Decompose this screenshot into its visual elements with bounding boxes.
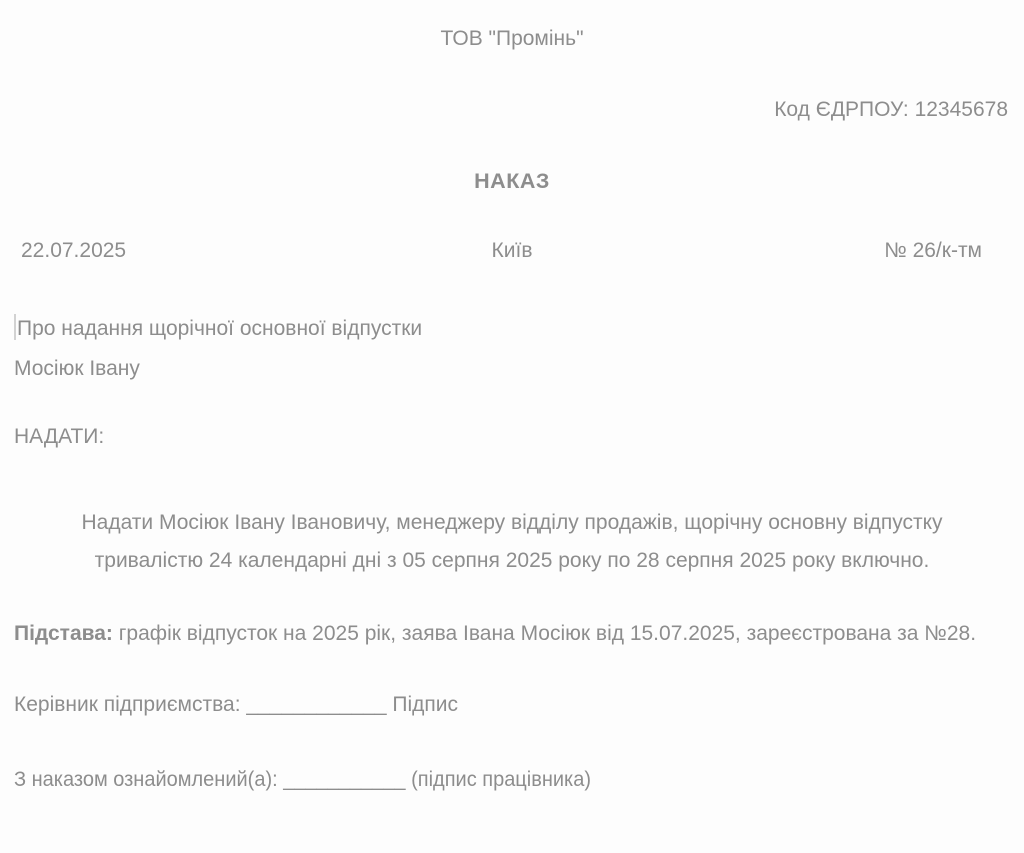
acknowledgment-line xyxy=(14,764,940,794)
edrpou-code: Код ЄДРПОУ: 12345678 xyxy=(774,98,1008,121)
text-cursor xyxy=(14,314,16,340)
subject-line-1-text: Про надання щорічної основної відпустки xyxy=(17,317,423,340)
company-name: ТОВ "Промінь" xyxy=(440,27,584,50)
basis-label: Підстава: xyxy=(14,622,113,645)
signature-blank: ____________ xyxy=(246,693,387,716)
signature-line xyxy=(14,690,1010,720)
subject-line-1 xyxy=(14,309,1010,349)
acknowledgment-suffix: (підпис працівника) xyxy=(405,767,592,791)
subject-line-2: Мосіюк Івану xyxy=(14,357,140,380)
order-title: НАКАЗ xyxy=(474,169,550,193)
signature-suffix: Підпис xyxy=(386,693,458,716)
order-body-paragraph: Надати Мосіюк Івану Івановичу, менеджеру відділу продажів, щорічну основну відпустку тривалістю 24 календарні дні з 05 серпня 2025 року по 28 серпня 2025 року включно. xyxy=(81,511,943,572)
acknowledgment-blank: ___________ xyxy=(283,767,406,791)
signature-label: Керівник підприємства: xyxy=(14,693,247,716)
order-date: 22.07.2025 xyxy=(21,239,127,262)
directive-heading: НАДАТИ: xyxy=(14,425,105,448)
order-subject xyxy=(14,309,1010,389)
order-meta-row xyxy=(14,239,1010,263)
acknowledgment-label: З наказом ознайомлений(а): xyxy=(14,767,284,791)
order-city: Київ xyxy=(491,239,533,262)
basis-paragraph xyxy=(14,614,1010,654)
order-number: № 26/к-тм xyxy=(884,239,982,262)
basis-text: графік відпусток на 2025 рік, заява Івана Мосіюк від 15.07.2025, зареєстрована за №28. xyxy=(112,622,977,645)
